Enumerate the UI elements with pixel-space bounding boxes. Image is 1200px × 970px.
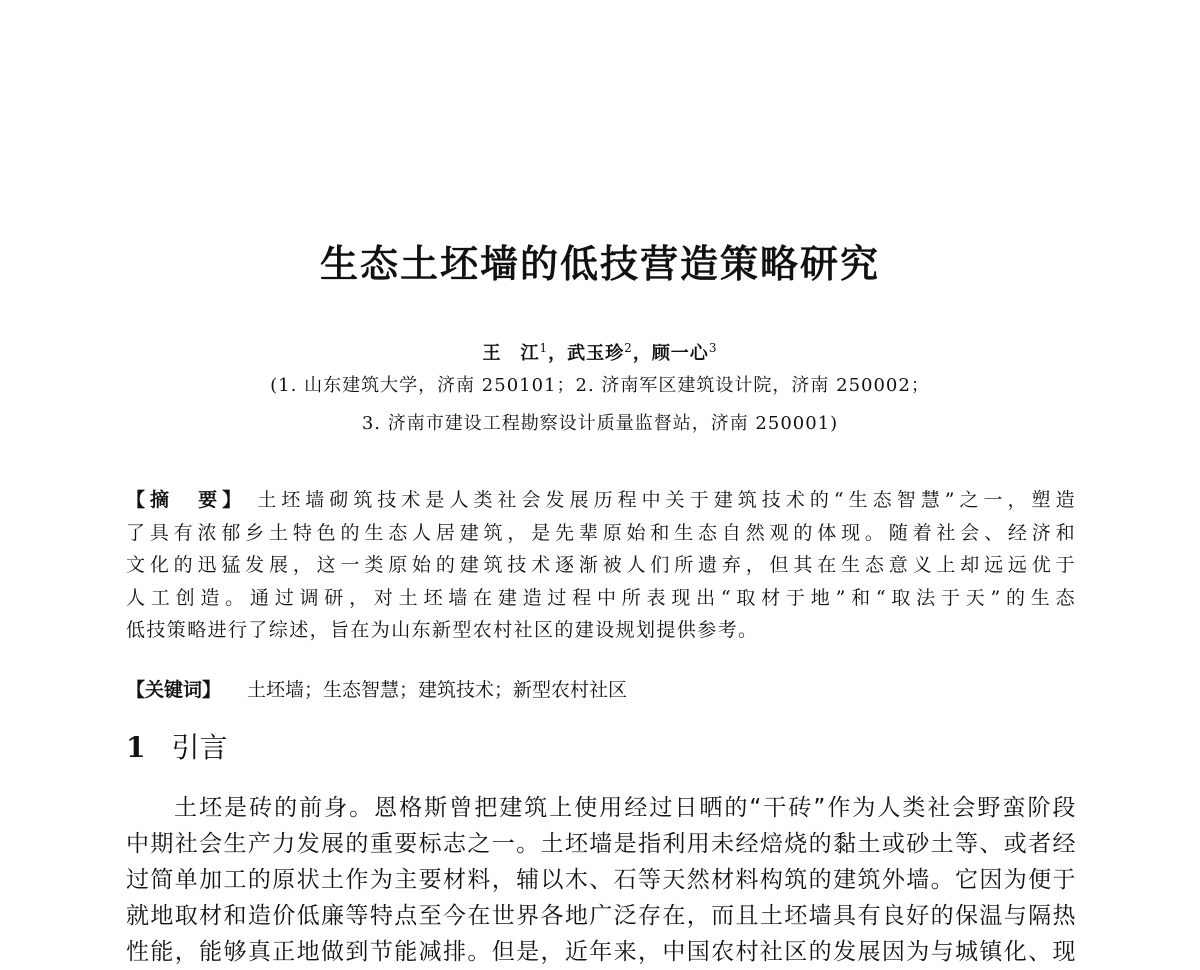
author-line bbox=[0, 336, 1200, 366]
section-heading bbox=[126, 730, 228, 766]
author-name: 武玉珍 bbox=[567, 343, 625, 364]
abstract-line: 低技策略进行了综述，旨在为山东新型农村社区的建设规划提供参考。 bbox=[126, 619, 759, 641]
body-line: 性能，能够真正地做到节能减排。但是，近年来，中国农村社区的发展因为与城镇化、现 bbox=[126, 939, 1076, 965]
author-affiliation-mark: 3 bbox=[708, 341, 718, 355]
body-line: 过简单加工的原状土作为主要材料，辅以木、石等天然材料构筑的建筑外墙。它因为便于 bbox=[126, 867, 1076, 893]
affiliation-line: (1. 山东建筑大学，济南 250101；2. 济南军区建筑设计院，济南 250002； bbox=[270, 375, 930, 396]
keywords-text: 土坯墙；生态智慧；建筑技术；新型农村社区 bbox=[247, 679, 628, 701]
paper-title: 生态土坯墙的低技营造策略研究 bbox=[319, 242, 880, 286]
body-paragraph bbox=[126, 790, 1076, 970]
affiliation-line: 3. 济南市建设工程勘察设计质量监督站，济南 250001) bbox=[361, 413, 839, 434]
author-affiliation-mark: 1 bbox=[539, 341, 549, 355]
abstract-label: 【摘 要】 bbox=[126, 489, 247, 511]
abstract-line: 了具有浓郁乡土特色的生态人居建筑，是先辈原始和生态自然观的体现。随着社会、经济和 bbox=[126, 521, 1076, 544]
author-separator: ， bbox=[632, 343, 652, 364]
body-line: 就地取材和造价低廉等特点至今在世界各地广泛存在，而且土坯墙具有良好的保温与隔热 bbox=[126, 903, 1076, 929]
author-name: 王 江 bbox=[482, 343, 540, 364]
author-affiliation-mark: 2 bbox=[624, 341, 633, 355]
abstract-text: 土坯墙砌筑技术是人类社会发展历程中关于建筑技术的“生态智慧”之一，塑造 bbox=[257, 489, 1076, 511]
body-line: 中期社会生产力发展的重要标志之一。土坯墙是指利用未经焙烧的黏土或砂土等、或者经 bbox=[126, 831, 1076, 857]
abstract-line: 文化的迅猛发展，这一类原始的建筑技术逐渐被人们所遗弃，但其在生态意义上却远远优于 bbox=[126, 554, 1076, 576]
abstract bbox=[126, 484, 1076, 647]
section-title: 引言 bbox=[171, 731, 228, 764]
abstract-line bbox=[126, 484, 1076, 517]
section-number: 1 bbox=[126, 731, 146, 764]
body-line: 土坯是砖的前身。恩格斯曾把建筑上使用经过日晒的“干砖”作为人类社会野蛮阶段 bbox=[174, 795, 1076, 821]
keywords-label: 【关键词】 bbox=[126, 679, 222, 701]
author-name: 顾一心 bbox=[651, 343, 709, 364]
abstract-line: 人工创造。通过调研，对土坯墙在建造过程中所表现出“取材于地”和“取法于天”的生态 bbox=[126, 586, 1076, 609]
author-separator: ， bbox=[548, 343, 568, 364]
keywords bbox=[126, 676, 627, 704]
